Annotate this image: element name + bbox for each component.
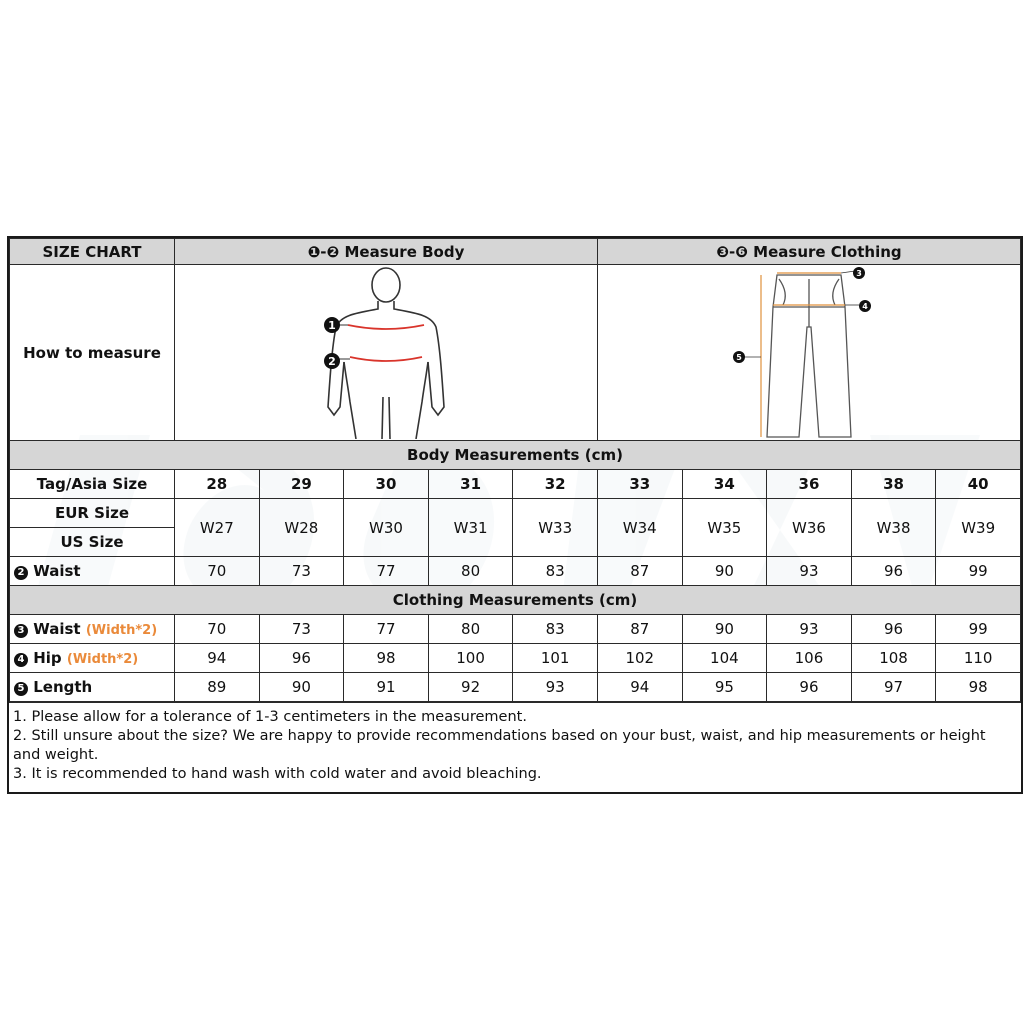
length-row [10,673,1021,702]
measure-clothing-nums: ❸-❻ [716,242,748,261]
tag-size-cell: 31 [428,470,513,499]
length-cell: 97 [851,673,936,702]
size-table [9,238,1021,702]
measure-clothing-label: Measure Clothing [753,242,902,261]
eur-us-cell: W39 [936,499,1021,557]
body-waist-cell: 73 [259,557,344,586]
clothing-waist-cell: 83 [513,615,598,644]
number-badge-icon: 3 [14,624,28,638]
clothing-waist-cell: 93 [767,615,852,644]
eur-size-label: EUR Size [10,499,175,528]
notes [9,702,1021,792]
length-label-cell [10,673,175,702]
body-waist-cell: 77 [344,557,429,586]
size-chart [7,236,1023,794]
body-waist-cell: 70 [175,557,260,586]
length-label: Length [33,678,93,696]
hip-cell: 94 [175,644,260,673]
clothing-waist-cell: 87 [597,615,682,644]
measure-body-nums: ❶-❷ [307,242,340,261]
clothing-waist-label: Waist [33,620,81,638]
clothing-waist-row [10,615,1021,644]
clothing-waist-note: (Width*2) [85,623,158,638]
note-item: 3. It is recommended to hand wash with cold water and avoid bleaching. [13,766,542,782]
tag-size-label: Tag/Asia Size [10,470,175,499]
tag-size-cell: 30 [344,470,429,499]
body-waist-row [10,557,1021,586]
marker-3: 3 [856,268,862,278]
eur-us-cell: W31 [428,499,513,557]
tag-size-cell: 40 [936,470,1021,499]
length-cell: 91 [344,673,429,702]
tag-size-cell: 34 [682,470,767,499]
tag-size-cell: 38 [851,470,936,499]
note-item: 2. Still unsure about the size? We are happy to provide recommendations based on your bust, waist, and hip measurements or height and weight. [13,728,986,763]
clothing-measurements-title: Clothing Measurements (cm) [10,586,1021,615]
body-silhouette-icon [286,267,486,439]
size-chart-title: SIZE CHART [10,239,175,265]
body-waist-cell: 90 [682,557,767,586]
body-waist-cell: 83 [513,557,598,586]
hip-cell: 108 [851,644,936,673]
hip-label: Hip [33,649,62,667]
measure-body-label: Measure Body [344,242,465,261]
tag-size-row [10,470,1021,499]
tag-size-cell: 29 [259,470,344,499]
clothing-waist-cell: 96 [851,615,936,644]
hip-cell: 101 [513,644,598,673]
clothing-waist-cell: 90 [682,615,767,644]
eur-us-cell: W34 [597,499,682,557]
body-waist-label: Waist [33,562,81,580]
eur-us-cell: W28 [259,499,344,557]
eur-us-cell: W33 [513,499,598,557]
eur-us-cell: W30 [344,499,429,557]
measure-clothing-header [597,239,1020,265]
eur-size-row [10,499,1021,528]
tag-size-cell: 32 [513,470,598,499]
clothing-waist-label-cell [10,615,175,644]
number-badge-icon: 4 [14,653,28,667]
measure-body-header [175,239,598,265]
hip-cell: 110 [936,644,1021,673]
hip-note: (Width*2) [66,652,139,667]
tag-size-cell: 33 [597,470,682,499]
eur-us-cell: W35 [682,499,767,557]
hip-label-cell [10,644,175,673]
length-cell: 90 [259,673,344,702]
marker-5: 5 [736,352,742,362]
body-waist-cell: 96 [851,557,936,586]
length-cell: 95 [682,673,767,702]
length-cell: 93 [513,673,598,702]
length-cell: 94 [597,673,682,702]
body-measurements-title: Body Measurements (cm) [10,441,1021,470]
length-cell: 92 [428,673,513,702]
pants-diagram-icon [709,267,909,439]
marker-4: 4 [862,301,868,311]
clothing-waist-cell: 80 [428,615,513,644]
hip-cell: 98 [344,644,429,673]
number-badge-icon: 5 [14,682,28,696]
clothing-waist-cell: 73 [259,615,344,644]
us-size-label: US Size [10,528,175,557]
clothing-waist-cell: 70 [175,615,260,644]
clothing-waist-cell: 77 [344,615,429,644]
length-cell: 89 [175,673,260,702]
hip-cell: 104 [682,644,767,673]
length-cell: 98 [936,673,1021,702]
body-waist-label-cell [10,557,175,586]
pants-diagram-cell [597,265,1020,441]
body-waist-cell: 80 [428,557,513,586]
body-waist-cell: 93 [767,557,852,586]
hip-cell: 102 [597,644,682,673]
how-to-measure-label: How to measure [10,265,175,441]
marker-1: 1 [328,318,336,332]
hip-cell: 106 [767,644,852,673]
number-badge-icon: 2 [14,566,28,580]
tag-size-cell: 36 [767,470,852,499]
hip-cell: 100 [428,644,513,673]
body-waist-cell: 99 [936,557,1021,586]
hip-row [10,644,1021,673]
eur-us-cell: W27 [175,499,260,557]
body-waist-cell: 87 [597,557,682,586]
eur-us-cell: W38 [851,499,936,557]
body-diagram-cell [175,265,598,441]
tag-size-cell: 28 [175,470,260,499]
marker-2: 2 [328,354,336,368]
length-cell: 96 [767,673,852,702]
clothing-waist-cell: 99 [936,615,1021,644]
note-item: 1. Please allow for a tolerance of 1-3 centimeters in the measurement. [13,709,527,725]
eur-us-cell: W36 [767,499,852,557]
hip-cell: 96 [259,644,344,673]
